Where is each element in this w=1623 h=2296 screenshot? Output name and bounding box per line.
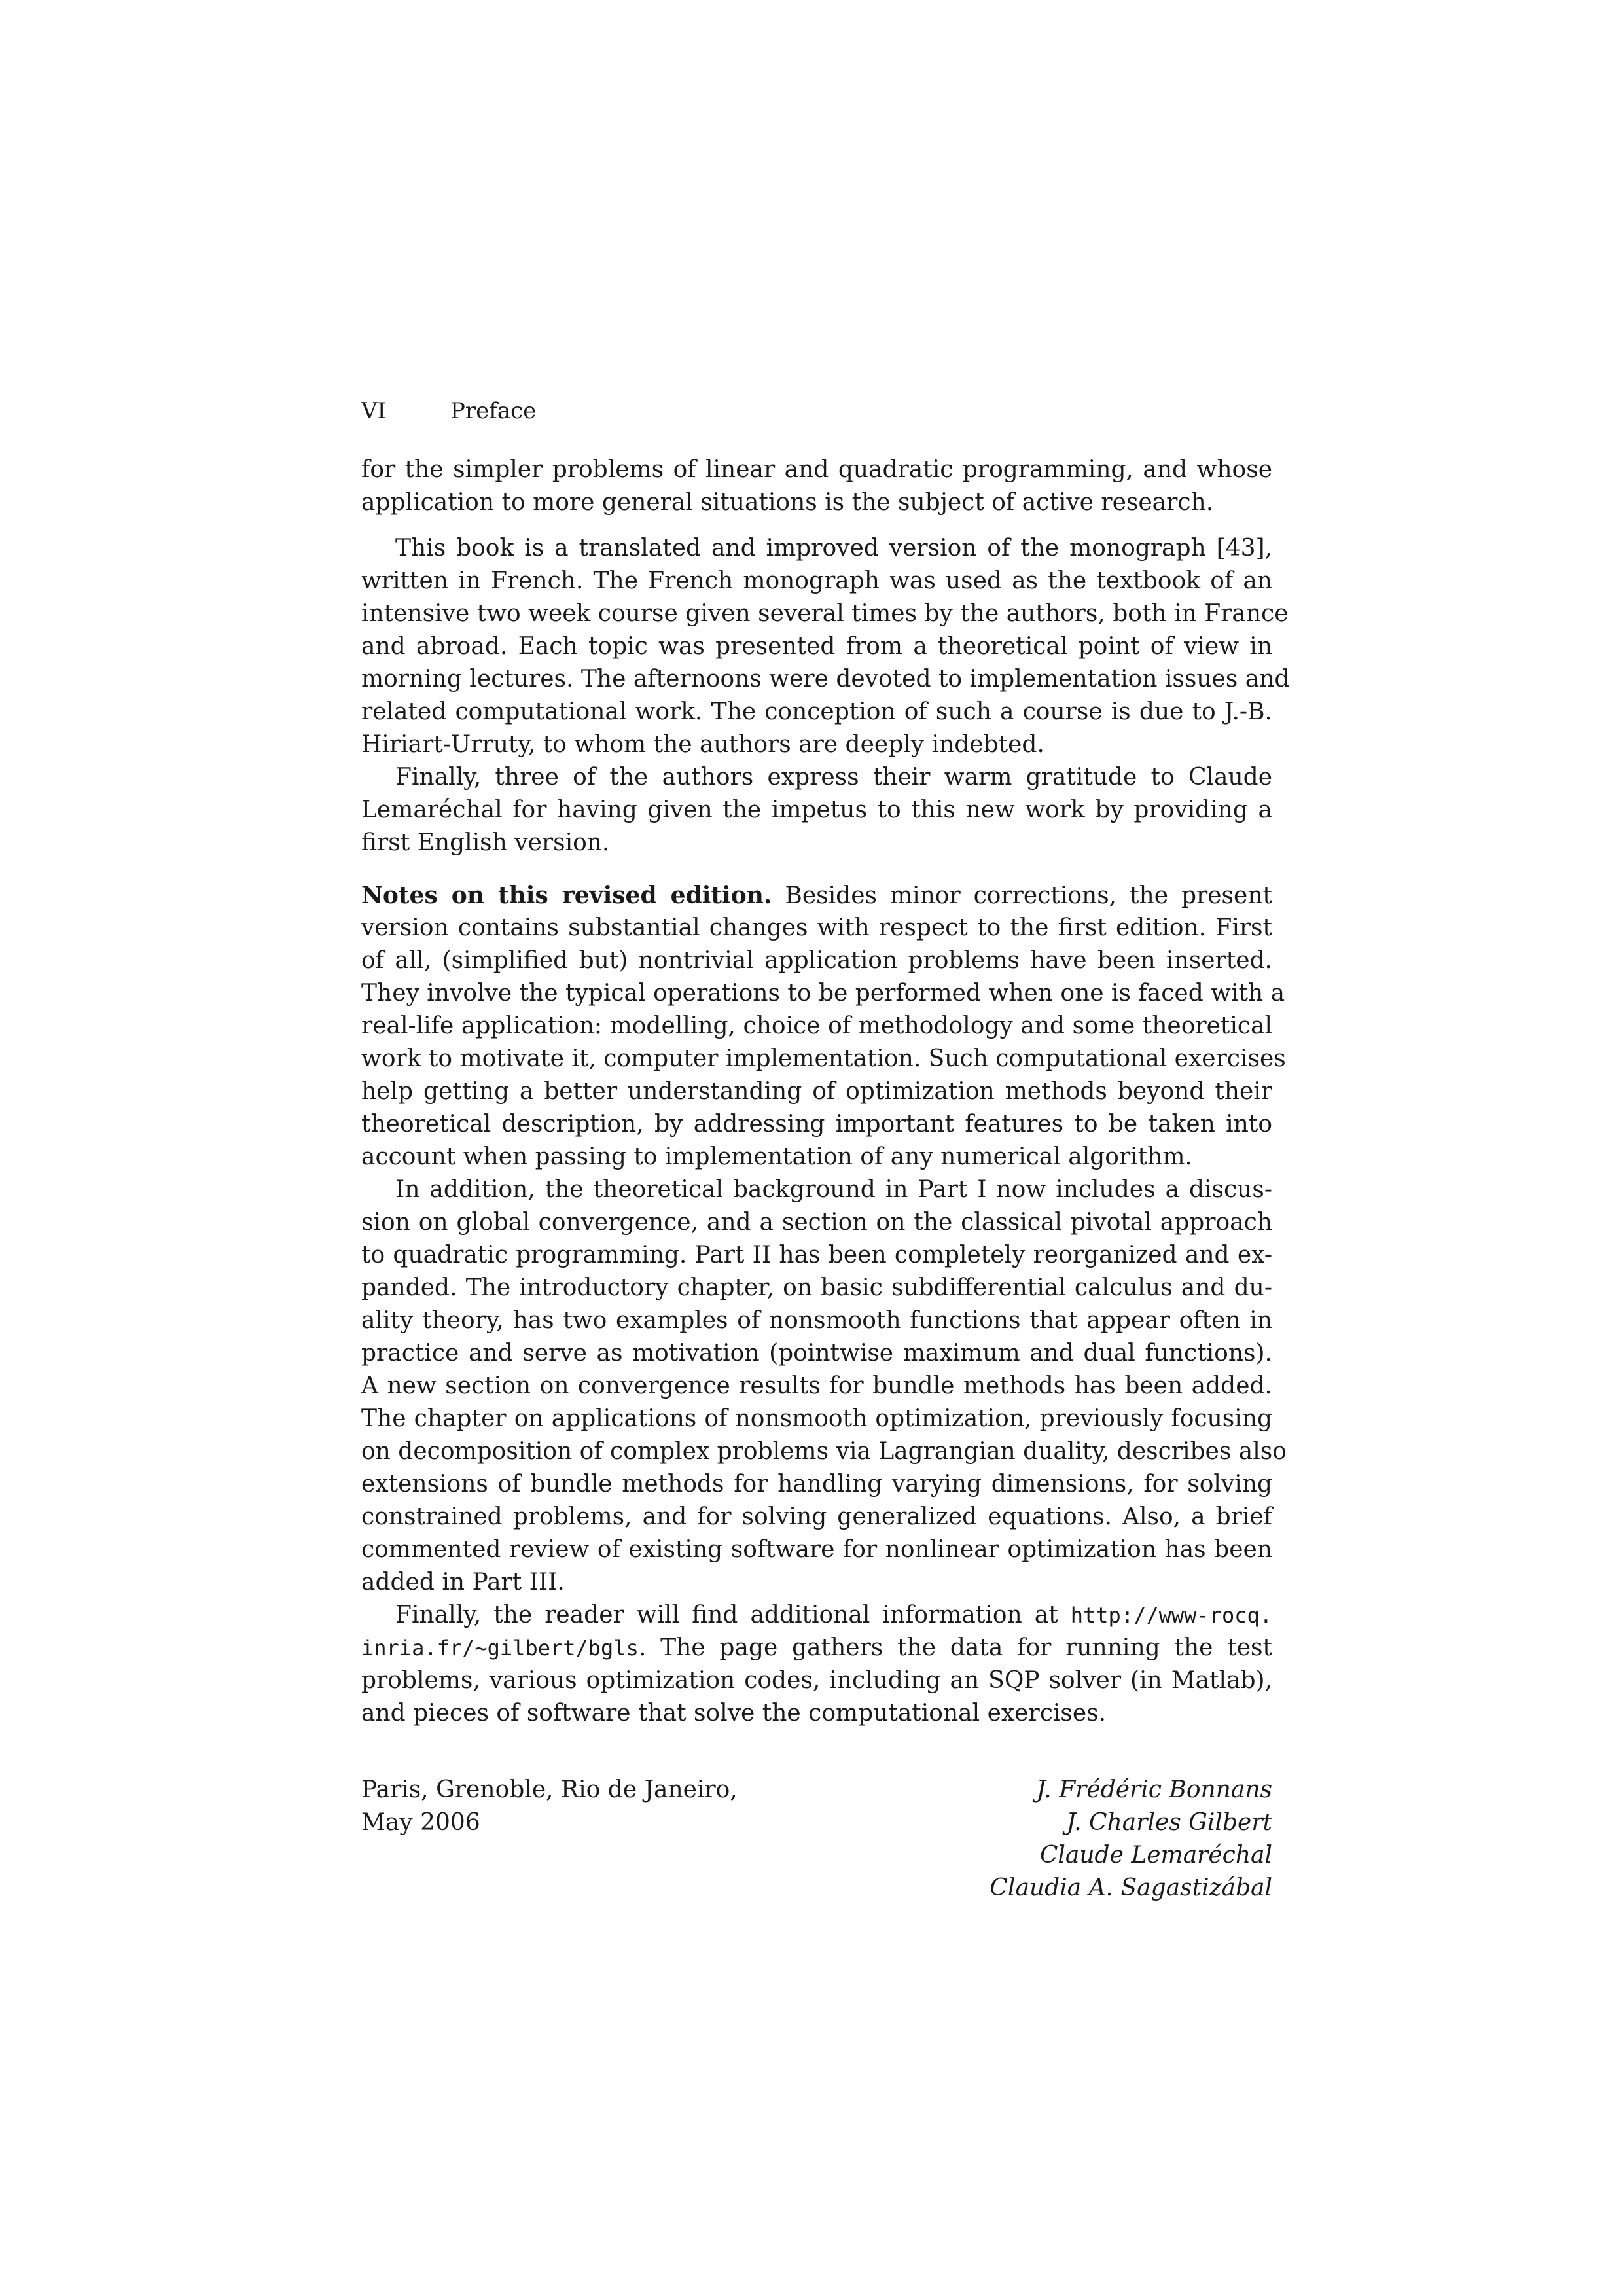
author-name: J. Charles Gilbert (1066, 1809, 1272, 1836)
text-fragment: Besides minor corrections, the present (785, 882, 1272, 909)
page-number: VI (361, 398, 386, 424)
text-fragment: Finally, the reader will find additional information at (395, 1602, 1058, 1628)
paragraph-additions (361, 1174, 1287, 1599)
text-line: This book is a translated and improved version of the monograph [43], (395, 535, 1272, 562)
text-line: added in Part III. (361, 1569, 565, 1596)
paragraph-continuation (361, 454, 1272, 519)
paragraph-website (361, 1599, 1272, 1730)
paragraph-translation-note (361, 532, 1290, 761)
author-name: Claudia A. Sagastizábal (990, 1874, 1272, 1901)
text-line: A new section on convergence results for bundle methods has been added. (361, 1372, 1272, 1399)
text-line: intensive two week course given several times by the authors, both in France (361, 600, 1289, 627)
text-line: first English version. (361, 829, 610, 856)
text-line: sion on global convergence, and a section on the classical pivotal approach (361, 1209, 1272, 1236)
text-line: help getting a better understanding of optimization methods beyond their (361, 1078, 1272, 1105)
text-line: application to more general situations is the subject of active research. (361, 489, 1214, 516)
paragraph-revised-edition (361, 879, 1286, 1174)
text-line: Finally, three of the authors express their warm gratitude to Claude (395, 764, 1272, 791)
author-name: J. Frédéric Bonnans (1036, 1776, 1272, 1803)
text-line: panded. The introductory chapter, on basic subdifferential calculus and du- (361, 1274, 1272, 1301)
text-line: Lemaréchal for having given the impetus to this new work by providing a (361, 797, 1272, 823)
text-line: ality theory, has two examples of nonsmooth functions that appear often in (361, 1307, 1272, 1334)
text-line: The chapter on applications of nonsmooth optimization, previously focusing (361, 1405, 1272, 1432)
text-line: In addition, the theoretical background in Part I now includes a discus- (395, 1176, 1272, 1203)
text-line: and pieces of software that solve the computational exercises. (361, 1700, 1107, 1727)
text-line: version contains substantial changes with respect to the first edition. First (361, 914, 1272, 941)
text-line: commented review of existing software for nonlinear optimization has been (361, 1536, 1272, 1563)
text-line: theoretical description, by addressing important features to be taken into (361, 1111, 1272, 1138)
text-line: and abroad. Each topic was presented from a theoretical point of view in (361, 633, 1272, 660)
text-line (361, 879, 1272, 912)
text-line: on decomposition of complex problems via Lagrangian duality, describes also (361, 1438, 1287, 1465)
author-list (990, 1774, 1272, 1905)
text-fragment: . The page gathers the data for running the test (638, 1634, 1272, 1661)
text-line: written in French. The French monograph was used as the textbook of an (361, 567, 1272, 594)
author-name: Claude Lemaréchal (1039, 1842, 1272, 1869)
section-run-in-heading: Notes on this revised edition. (361, 882, 772, 909)
text-line: Hiriart-Urruty, to whom the authors are deeply indebted. (361, 731, 1044, 758)
text-line: extensions of bundle methods for handling varying dimensions, for solving (361, 1471, 1272, 1498)
text-line (361, 1599, 1272, 1632)
text-line: practice and serve as motivation (pointwise maximum and dual functions). (361, 1340, 1272, 1367)
text-line: real-life application: modelling, choice of methodology and some theoretical (361, 1013, 1272, 1039)
text-line: problems, various optimization codes, including an SQP solver (in Matlab), (361, 1667, 1272, 1694)
running-title: Preface (450, 398, 537, 424)
text-line (361, 1632, 1272, 1664)
date-line: May 2006 (361, 1809, 480, 1836)
text-line: They involve the typical operations to be performed when one is faced with a (361, 980, 1285, 1007)
place-and-date (361, 1774, 819, 1839)
website-url-part1[interactable]: http://www-rocq. (1070, 1603, 1272, 1628)
text-line: to quadratic programming. Part II has been completely reorganized and ex- (361, 1242, 1272, 1268)
text-line: work to motivate it, computer implementation. Such computational exercises (361, 1045, 1286, 1072)
website-url-part2[interactable]: inria.fr/~gilbert/bgls (361, 1636, 639, 1660)
text-line: morning lectures. The afternoons were devoted to implementation issues and (361, 666, 1290, 692)
text-line: account when passing to implementation of any numerical algorithm. (361, 1143, 1192, 1170)
text-line: constrained problems, and for solving generalized equations. Also, a brief (361, 1503, 1272, 1530)
place-line: Paris, Grenoble, Rio de Janeiro, (361, 1776, 738, 1803)
text-line: for the simpler problems of linear and quadratic programming, and whose (361, 456, 1272, 483)
text-line: of all, (simplified but) nontrivial application problems have been inserted. (361, 947, 1272, 974)
paragraph-gratitude (361, 761, 1272, 859)
running-header (361, 395, 536, 427)
text-line: related computational work. The conception of such a course is due to J.-B. (361, 698, 1272, 725)
